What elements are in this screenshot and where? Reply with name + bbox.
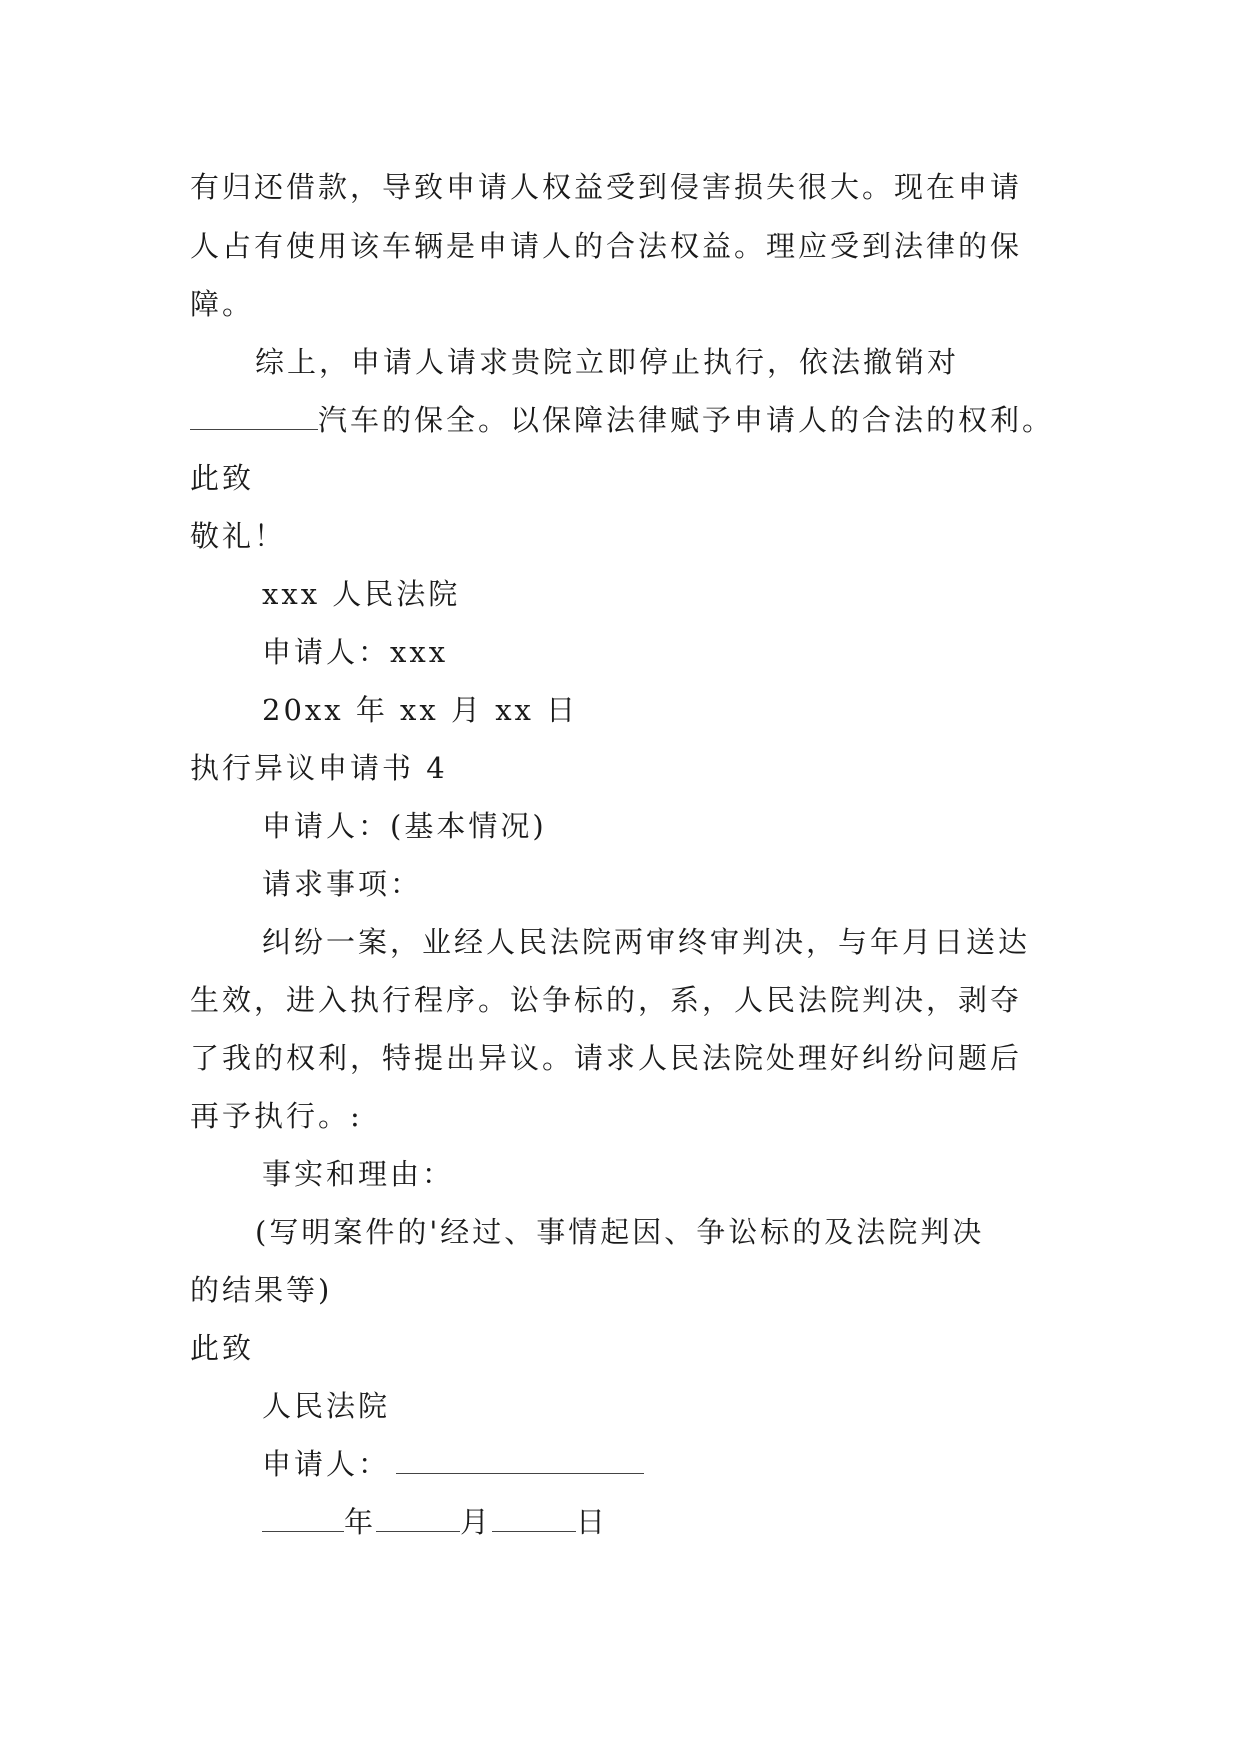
applicant-label: 申请人： (262, 1447, 391, 1481)
body-text-line: 再予执行。: (190, 1099, 363, 1133)
body-text-line (190, 400, 1054, 440)
closing-ci-zhi: 此致 (190, 1331, 255, 1365)
blank-underline (492, 1503, 576, 1532)
request-heading: 请求事项： (262, 867, 423, 901)
body-text-line: 纠纷一案，业经人民法院两审终审判决，与年月日送达 (262, 925, 1031, 959)
body-text-line: 障。 (190, 287, 255, 321)
applicant-signature-line (262, 1444, 644, 1484)
facts-heading: 事实和理由： (262, 1157, 455, 1191)
day-label: 日 (576, 1505, 609, 1539)
section-title: 执行异议申请书 4 (190, 751, 448, 785)
body-text-line: 的结果等) (190, 1273, 333, 1307)
blank-underline (262, 1503, 344, 1532)
blank-underline (190, 401, 318, 430)
body-text-line: (写明案件的'经过、事情起因、争讼标的及法院判决 (255, 1215, 985, 1249)
blank-underline (376, 1503, 460, 1532)
year-label: 年 (344, 1505, 377, 1539)
body-text-line: 综上，申请人请求贵院立即停止执行，依法撤销对 (255, 345, 960, 379)
applicant-info-line: 申请人：(基本情况) (262, 809, 547, 843)
date-line: 20xx 年 xx 月 xx 日 (262, 693, 579, 727)
body-text-fragment: 汽车的保全。以保障法律赋予申请人的合法的权利。 (318, 403, 1055, 437)
body-text-line: 有归还借款，导致申请人权益受到侵害损失很大。现在申请 (190, 170, 1023, 204)
blank-underline (396, 1445, 644, 1474)
body-text-line: 了我的权利，特提出异议。请求人民法院处理好纠纷问题后 (190, 1041, 1023, 1075)
body-text-line: 人占有使用该车辆是申请人的合法权益。理应受到法律的保 (190, 229, 1023, 263)
date-signature-line (262, 1502, 608, 1542)
closing-jing-li: 敬礼！ (190, 519, 287, 553)
month-label: 月 (460, 1505, 493, 1539)
applicant-line: 申请人：xxx (262, 635, 449, 669)
closing-ci-zhi: 此致 (190, 461, 255, 495)
court-name: 人民法院 (262, 1389, 391, 1423)
body-text-line: 生效，进入执行程序。讼争标的，系，人民法院判决，剥夺 (190, 983, 1023, 1017)
court-name: xxx 人民法院 (262, 577, 461, 611)
